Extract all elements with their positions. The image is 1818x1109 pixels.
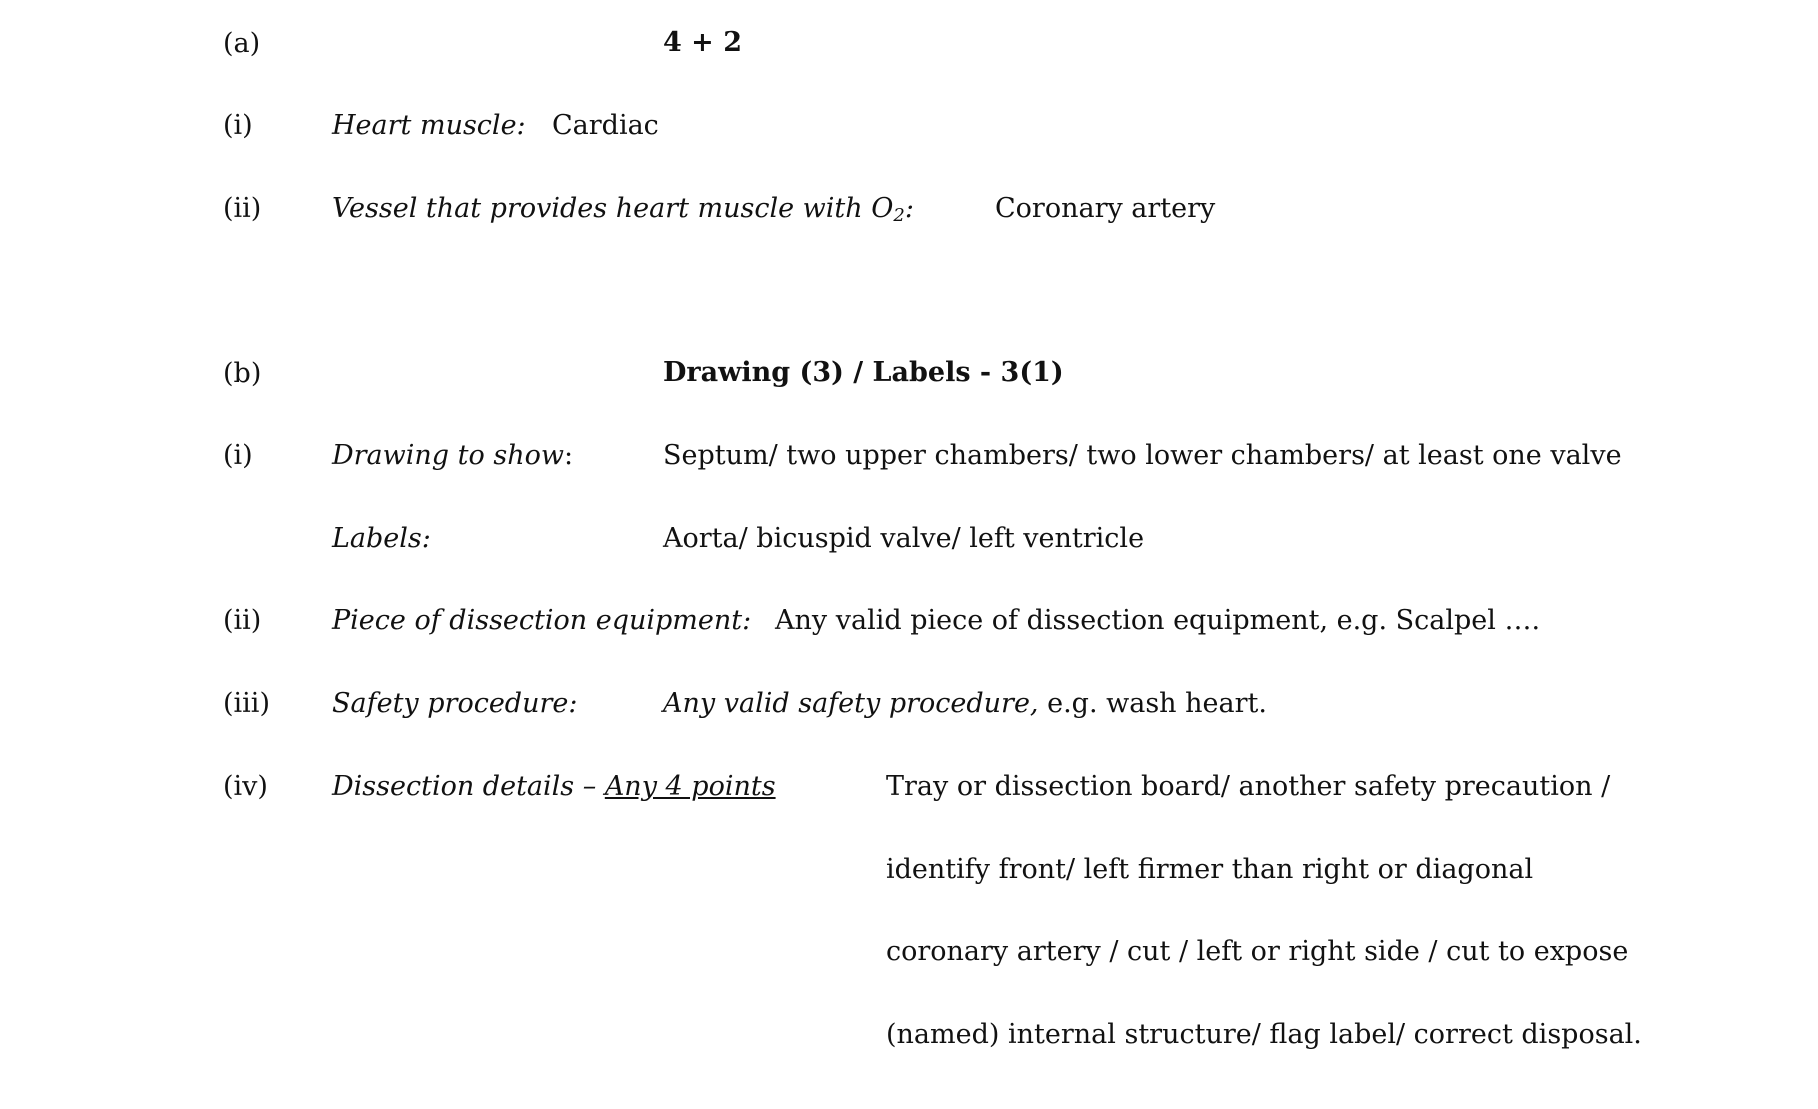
part-b-labels-answer: Aorta/ bicuspid valve/ left ventricle — [663, 523, 1145, 554]
part-b-iv-number: (iv) — [223, 771, 268, 802]
part-b-iii-answer: Any valid safety procedure, e.g. wash heart. — [663, 688, 1267, 719]
part-b-iv-prompt: Dissection details – Any 4 points — [332, 771, 776, 802]
part-b-iv-answer-line: identify front/ left firmer than right or diagonal — [886, 854, 1534, 885]
part-b-iii-number: (iii) — [223, 688, 270, 719]
part-a-ii-answer: Coronary artery — [995, 193, 1216, 224]
part-b-iii-prompt: Safety procedure: — [332, 688, 578, 719]
part-b-marks: Drawing (3) / Labels - 3(1) — [663, 357, 1064, 388]
part-a-marks: 4 + 2 — [663, 27, 742, 58]
part-b-ii-answer: Any valid piece of dissection equipment, e.g. Scalpel …. — [775, 605, 1541, 636]
part-b-i-prompt: Drawing to show: — [332, 440, 574, 471]
part-b-label: (b) — [223, 358, 262, 389]
part-a-label: (a) — [223, 28, 261, 59]
part-b-i-answer: Septum/ two upper chambers/ two lower chambers/ at least one valve — [663, 440, 1622, 471]
part-b-iv-answer-line: (named) internal structure/ flag label/ correct disposal. — [886, 1019, 1642, 1050]
part-b-labels-prompt: Labels: — [332, 523, 431, 554]
part-a-ii-prompt: Vessel that provides heart muscle with $O_2$: — [332, 193, 914, 226]
part-b-ii-prompt: Piece of dissection equipment: — [332, 605, 752, 636]
part-b-i-number: (i) — [223, 440, 253, 471]
part-a-i-prompt: Heart muscle: — [332, 110, 526, 141]
part-a-i-answer: Cardiac — [552, 110, 659, 141]
part-b-iv-answer-line: Tray or dissection board/ another safety precaution / — [886, 771, 1611, 802]
part-a-i-number: (i) — [223, 110, 253, 141]
part-b-ii-number: (ii) — [223, 605, 262, 636]
part-b-iv-answer-line: coronary artery / cut / left or right side / cut to expose — [886, 936, 1629, 967]
part-a-ii-number: (ii) — [223, 193, 262, 224]
